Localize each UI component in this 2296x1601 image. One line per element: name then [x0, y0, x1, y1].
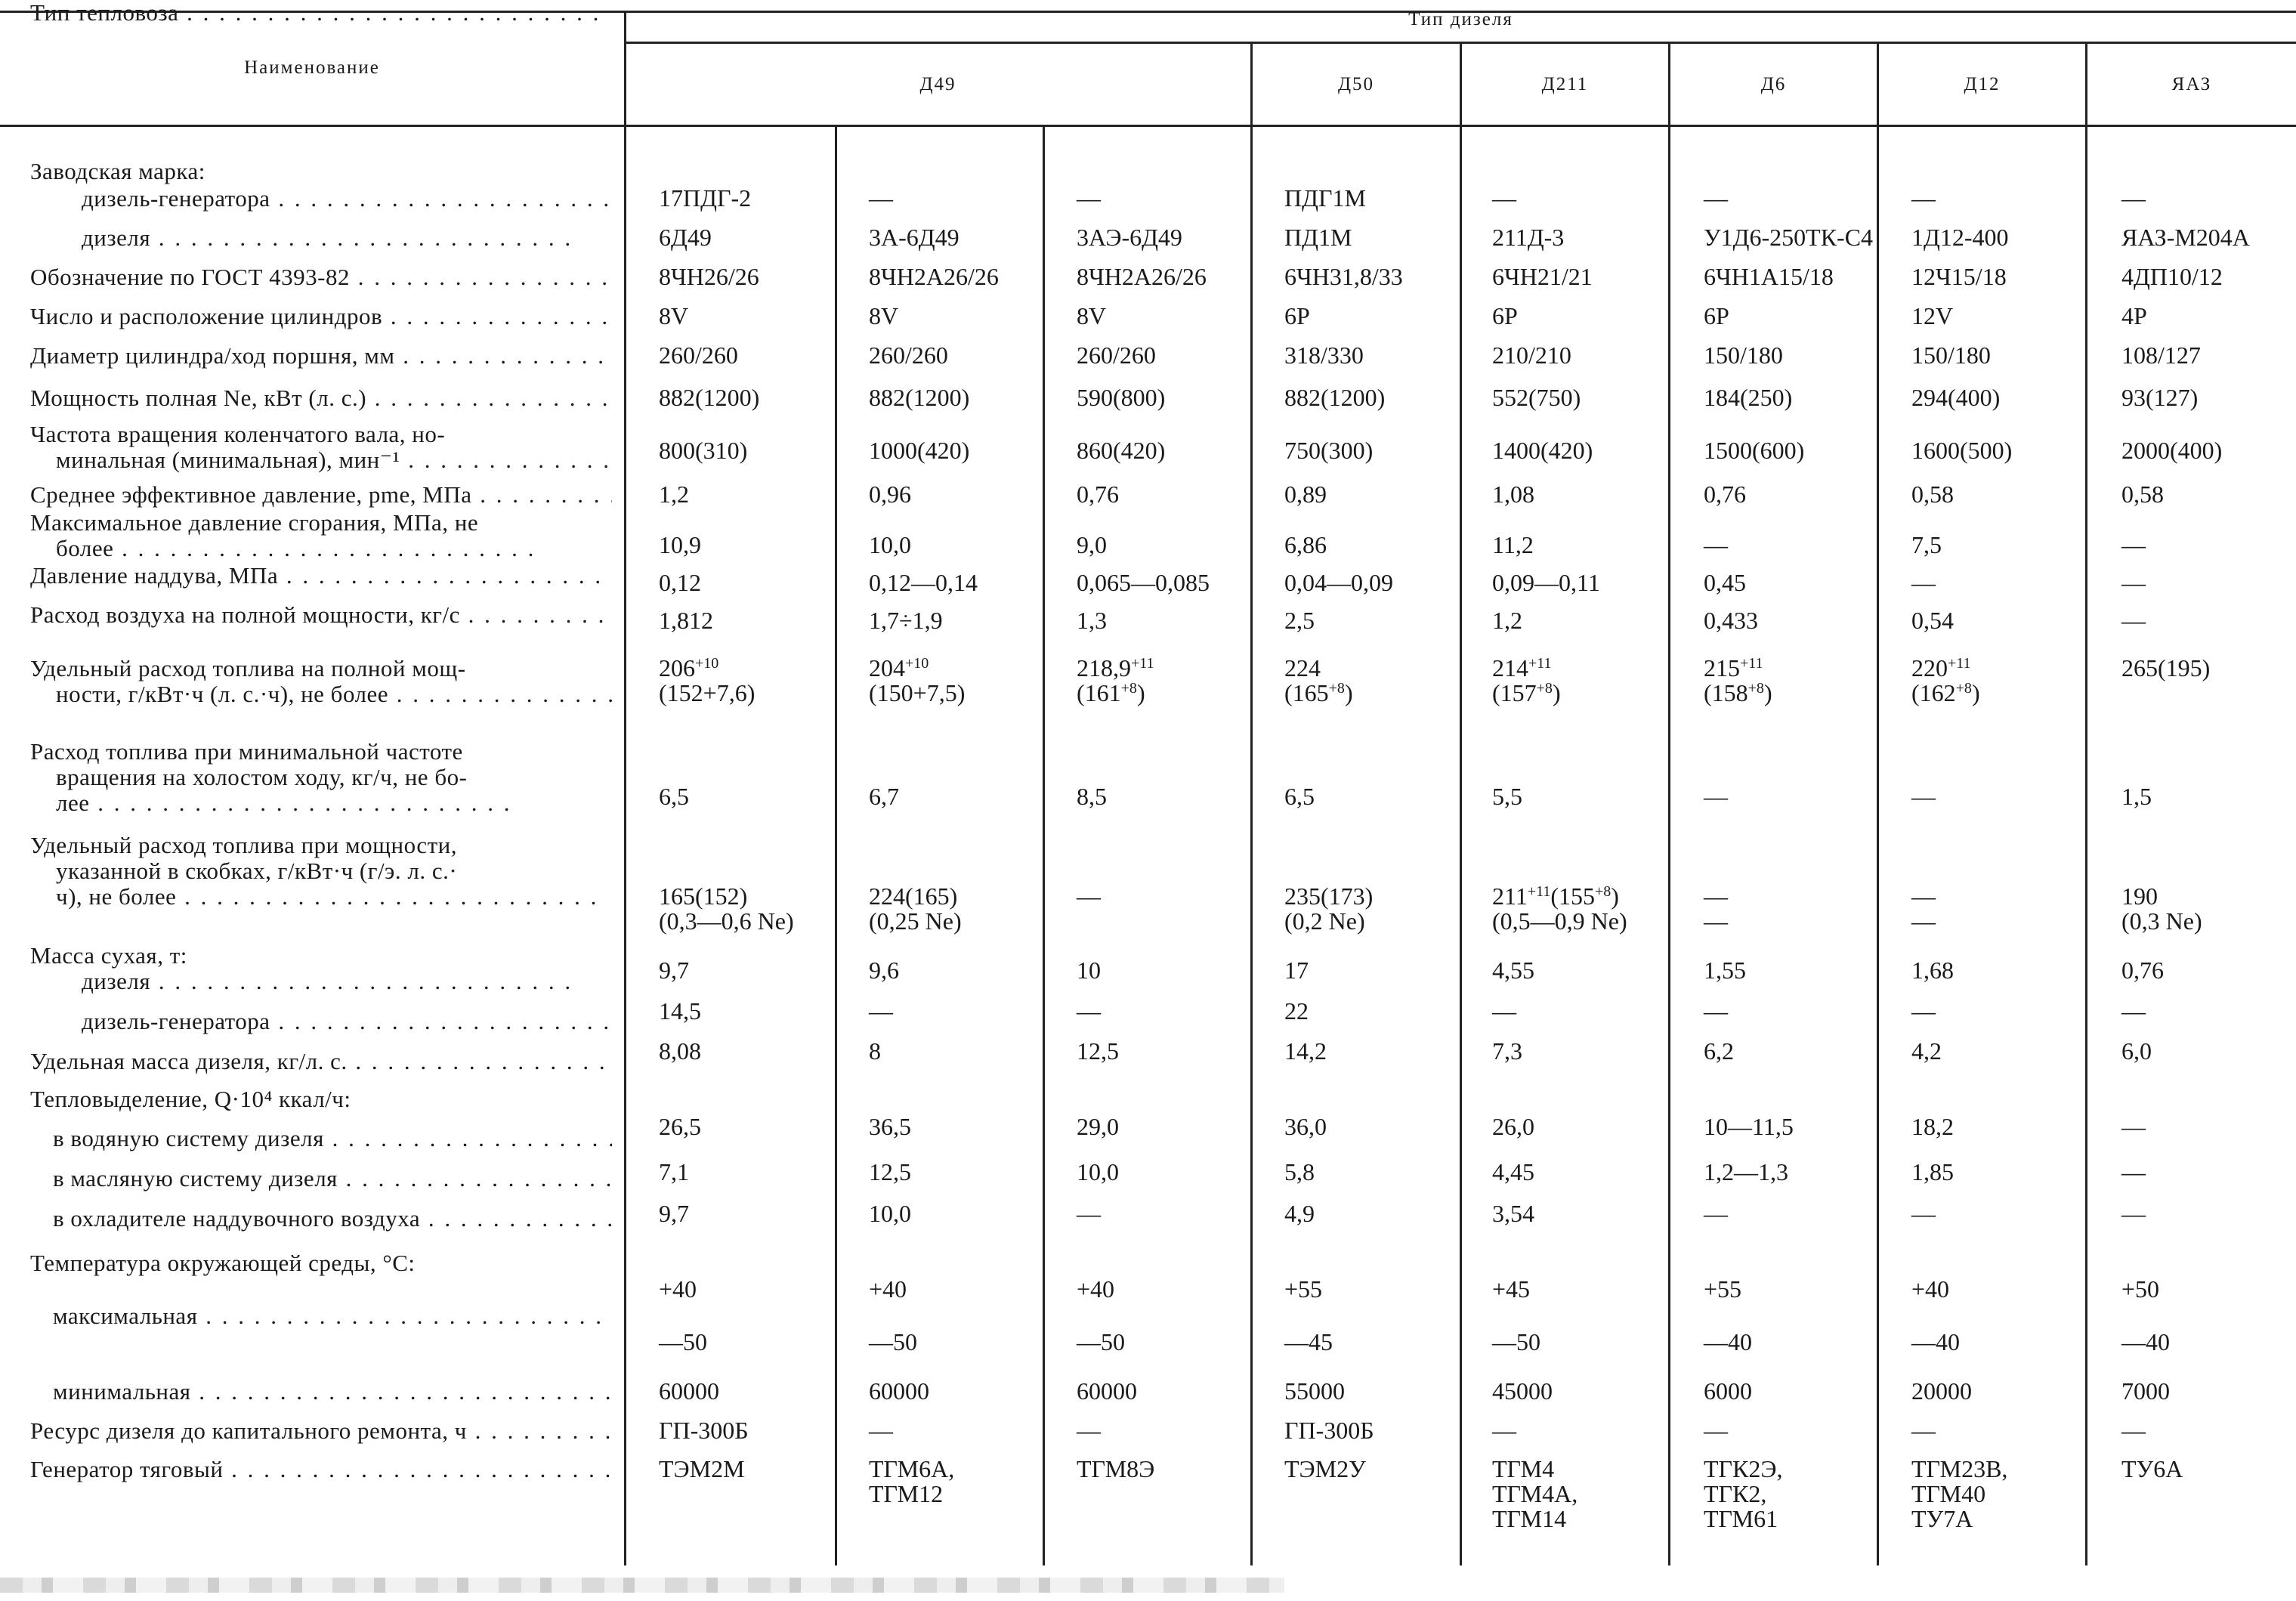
- row-label-line: Тепловыделение, Q·10⁴ ккал/ч:: [30, 1086, 351, 1112]
- cell-sfc-8: 265(195): [2121, 654, 2211, 682]
- cell-pme-1: 1,2: [659, 481, 689, 508]
- cell-heat-cooler-4: 4,9: [1284, 1200, 1315, 1227]
- cell-cylinders-7: 12V: [1911, 302, 1954, 329]
- cell-pmax-6: —: [1704, 531, 1728, 558]
- cell-boost-1: 0,12: [659, 569, 701, 596]
- col-rule-d6: [1668, 44, 1670, 1565]
- cell-sfc-partial-4: 235(173) (0,2 Ne): [1284, 882, 1374, 935]
- cell-spec-mass-6: 6,2: [1704, 1037, 1734, 1065]
- cell-generator-6: —: [1704, 1417, 1728, 1444]
- cell-temp-min-4: —45: [1284, 1328, 1333, 1355]
- cell-air-6: 0,433: [1704, 607, 1758, 634]
- cell-resource-1: 60000: [659, 1377, 719, 1405]
- cell-power-2: 882(1200): [869, 384, 970, 411]
- cell-idle-3: 8,5: [1077, 783, 1107, 810]
- cell-spec-mass-2: 8: [869, 1037, 881, 1065]
- cell-brand-diesel-6: У1Д6-250ТК-С4: [1704, 224, 1874, 251]
- cell-loco-8: ТУ6А: [2121, 1455, 2183, 1482]
- cell-speed-6: 1500(600): [1704, 437, 1805, 464]
- header-type-d49: Д49: [919, 74, 956, 94]
- superscript: +11: [1527, 883, 1551, 900]
- cell-sfc-partial-6: — —: [1704, 882, 1728, 935]
- cell-cylinders-8: 4P: [2121, 302, 2147, 329]
- cell-bore-1: 260/260: [659, 342, 738, 369]
- cell-pmax-7: 7,5: [1911, 531, 1942, 558]
- cell-generator-4: ГП-300Б: [1284, 1417, 1374, 1444]
- cell-power-7: 294(400): [1911, 384, 2001, 411]
- cell-pmax-5: 11,2: [1492, 531, 1534, 558]
- row-label-line: Ресурс дизеля до капитального ремонта, ч . .: [30, 1418, 612, 1444]
- col-rule-d50: [1250, 44, 1253, 1565]
- cell-gost-5: 6ЧН21/21: [1492, 263, 1593, 290]
- row-label-line: указанной в скобках, г/кВт·ч (г/э. л. с.·: [56, 858, 458, 884]
- cell-resource-5: 45000: [1492, 1377, 1553, 1405]
- cell-heat-cooler-8: —: [2121, 1200, 2146, 1227]
- cell-heat-water-1: 26,5: [659, 1113, 701, 1140]
- cell-heat-oil-4: 5,8: [1284, 1158, 1315, 1185]
- superscript: +8: [1955, 680, 1972, 697]
- cell-cylinders-6: 6P: [1704, 302, 1729, 329]
- cell-mass-diesel-8: 0,76: [2121, 957, 2164, 984]
- cell-idle-2: 6,7: [869, 783, 899, 810]
- cell-heat-oil-3: 10,0: [1077, 1158, 1119, 1185]
- row-label-brand-gen: [30, 186, 612, 212]
- cell-cylinders-5: 6P: [1492, 302, 1518, 329]
- row-label-temp: [30, 1250, 612, 1276]
- cell-temp-min-7: —40: [1911, 1328, 1960, 1355]
- cell-mass-gen-8: —: [2121, 997, 2146, 1025]
- header-name: Наименование: [244, 57, 380, 78]
- cell-heat-cooler-5: 3,54: [1492, 1200, 1534, 1227]
- cell-sfc-3: $218,9^{+11}$ $(161^{+8})$: [1077, 654, 1154, 706]
- cell-heat-cooler-1: 9,7: [659, 1200, 689, 1227]
- cell-power-1: 882(1200): [659, 384, 760, 411]
- cell-spec-mass-1: 8,08: [659, 1037, 701, 1065]
- row-label-brand-diesel: [30, 225, 612, 251]
- cell-heat-oil-5: 4,45: [1492, 1158, 1534, 1185]
- row-label-heat: [30, 1086, 612, 1112]
- cell-resource-4: 55000: [1284, 1377, 1345, 1405]
- cell-mass-gen-1: 14,5: [659, 997, 701, 1025]
- row-label-line: Температура окружающей среды, °С:: [30, 1250, 416, 1276]
- cell-spec-mass-8: 6,0: [2121, 1037, 2152, 1065]
- cell-speed-4: 750(300): [1284, 437, 1374, 464]
- cell-temp-max-1: +40: [659, 1275, 697, 1303]
- row-label-generator: [30, 1457, 612, 1482]
- row-label-line: вращения на холостом ходу, кг/ч, не бо-: [56, 765, 468, 790]
- row-label-mass-diesel: [30, 969, 612, 994]
- cell-pmax-1: 10,9: [659, 531, 701, 558]
- row-label-line: Заводская марка:: [30, 159, 205, 184]
- row-label-line: Среднее эффективное давление, pme, МПа . .: [30, 482, 612, 508]
- superscript: +11: [1528, 655, 1552, 672]
- cell-gost-2: 8ЧН2А26/26: [869, 263, 999, 290]
- cell-resource-6: 6000: [1704, 1377, 1752, 1405]
- row-label-gost: [30, 264, 612, 290]
- cell-pme-8: 0,58: [2121, 481, 2164, 508]
- cell-brand-diesel-4: ПД1М: [1284, 224, 1352, 251]
- cell-heat-oil-7: 1,85: [1911, 1158, 1954, 1185]
- row-label-temp-min: [30, 1379, 612, 1405]
- cell-boost-3: 0,065—0,085: [1077, 569, 1210, 596]
- row-label-loco: [30, 0, 612, 26]
- cell-generator-7: —: [1911, 1417, 1936, 1444]
- row-label-line: дизеля . .: [30, 969, 612, 994]
- cell-gost-3: 8ЧН2А26/26: [1077, 263, 1207, 290]
- cell-spec-mass-7: 4,2: [1911, 1037, 1942, 1065]
- cell-spec-mass-3: 12,5: [1077, 1037, 1119, 1065]
- row-label-idle: [30, 739, 612, 816]
- row-label-line: Генератор тяговый . .: [30, 1457, 612, 1482]
- cell-boost-5: 0,09—0,11: [1492, 569, 1600, 596]
- row-label-line: Удельный расход топлива при мощности,: [30, 833, 458, 858]
- cell-brand-gen-8: —: [2121, 184, 2146, 212]
- cell-pmax-3: 9,0: [1077, 531, 1107, 558]
- cell-pmax-4: 6,86: [1284, 531, 1327, 558]
- cell-bore-3: 260/260: [1077, 342, 1156, 369]
- cell-speed-2: 1000(420): [869, 437, 970, 464]
- cell-loco-6: ТГК2Э, ТГК2, ТГМ61: [1704, 1455, 1783, 1532]
- cell-generator-3: —: [1077, 1417, 1101, 1444]
- col-rule-label: [624, 11, 626, 1565]
- row-label-temp-max: [30, 1303, 612, 1329]
- row-label-line: Расход воздуха на полной мощности, кг/с . .: [30, 602, 612, 628]
- cell-power-6: 184(250): [1704, 384, 1793, 411]
- cell-heat-water-8: —: [2121, 1113, 2146, 1140]
- superscript: +11: [1948, 655, 1971, 672]
- superscript: +8: [1747, 680, 1764, 697]
- cell-heat-water-7: 18,2: [1911, 1113, 1954, 1140]
- cell-heat-cooler-7: —: [1911, 1200, 1936, 1227]
- superscript: +8: [1536, 680, 1553, 697]
- cell-mass-diesel-2: 9,6: [869, 957, 899, 984]
- cell-cylinders-3: 8V: [1077, 302, 1107, 329]
- cell-mass-diesel-3: 10: [1077, 957, 1101, 984]
- header-type-d6: Д6: [1760, 74, 1787, 94]
- superscript: +8: [1120, 680, 1137, 697]
- cell-boost-6: 0,45: [1704, 569, 1746, 596]
- cell-generator-1: ГП-300Б: [659, 1417, 749, 1444]
- row-label-line: Тип тепловоза . .: [30, 0, 612, 26]
- cell-sfc-2: $204^{+10}$ (150+7,5): [869, 654, 966, 706]
- cell-air-1: 1,812: [659, 607, 713, 634]
- cell-brand-gen-1: 17ПДГ-2: [659, 184, 752, 212]
- header-bottom-rule: [0, 125, 2296, 127]
- cell-temp-max-3: +40: [1077, 1275, 1115, 1303]
- cell-spec-mass-4: 14,2: [1284, 1037, 1327, 1065]
- row-label-line: Удельная масса дизеля, кг/л. с. . .: [30, 1049, 612, 1074]
- cell-speed-8: 2000(400): [2121, 437, 2223, 464]
- cell-heat-water-5: 26,0: [1492, 1113, 1534, 1140]
- col-rule-d12: [1877, 44, 1879, 1565]
- row-label-line: Расход топлива при минимальной частоте: [30, 739, 463, 765]
- superscript: +8: [1328, 680, 1345, 697]
- cell-gost-4: 6ЧН31,8/33: [1284, 263, 1403, 290]
- cell-mass-gen-2: —: [869, 997, 893, 1025]
- cell-air-8: —: [2121, 607, 2146, 634]
- row-label-sfc-partial: [30, 833, 612, 910]
- col-rule-d49-3: [1043, 125, 1045, 1565]
- cell-generator-8: —: [2121, 1417, 2146, 1444]
- row-label-mass: [30, 943, 612, 969]
- row-label-air: [30, 602, 612, 628]
- col-rule-d211: [1460, 44, 1462, 1565]
- cell-boost-8: —: [2121, 569, 2146, 596]
- cell-temp-min-6: —40: [1704, 1328, 1752, 1355]
- cell-idle-8: 1,5: [2121, 783, 2152, 810]
- cell-resource-3: 60000: [1077, 1377, 1137, 1405]
- cell-temp-max-4: +55: [1284, 1275, 1323, 1303]
- cell-sfc-7: $220^{+11}$ $(162^{+8})$: [1911, 654, 1980, 706]
- row-label-brand: [30, 159, 612, 184]
- superscript: +8: [1595, 883, 1612, 900]
- cell-pme-2: 0,96: [869, 481, 911, 508]
- row-label-line: в масляную систему дизеля . .: [30, 1166, 612, 1191]
- cell-power-3: 590(800): [1077, 384, 1166, 411]
- cell-speed-1: 800(310): [659, 437, 748, 464]
- cell-generator-5: —: [1492, 1417, 1516, 1444]
- cell-spec-mass-5: 7,3: [1492, 1037, 1522, 1065]
- header-type-d50: Д50: [1337, 74, 1375, 94]
- cell-boost-4: 0,04—0,09: [1284, 569, 1393, 596]
- cell-sfc-partial-7: — —: [1911, 882, 1936, 935]
- cell-idle-6: —: [1704, 783, 1728, 810]
- cell-boost-2: 0,12—0,14: [869, 569, 978, 596]
- cell-loco-4: ТЭМ2У: [1284, 1455, 1366, 1482]
- cell-resource-7: 20000: [1911, 1377, 1972, 1405]
- row-label-line: Обозначение по ГОСТ 4393-82 . .: [30, 264, 612, 290]
- cell-brand-diesel-2: 3А-6Д49: [869, 224, 959, 251]
- cell-sfc-4: 224 $(165^{+8})$: [1284, 654, 1353, 706]
- cell-power-4: 882(1200): [1284, 384, 1386, 411]
- row-label-line: дизель-генератора . .: [30, 1009, 612, 1034]
- cell-mass-gen-5: —: [1492, 997, 1516, 1025]
- cell-bore-7: 150/180: [1911, 342, 1991, 369]
- row-label-heat-cooler: [30, 1206, 612, 1232]
- cell-pme-7: 0,58: [1911, 481, 1954, 508]
- cell-sfc-partial-1: 165(152) (0,3—0,6 Ne): [659, 882, 794, 935]
- cell-loco-3: ТГМ8Э: [1077, 1455, 1155, 1482]
- cell-sfc-partial-8: 190 (0,3 Ne): [2121, 882, 2202, 935]
- cell-idle-7: —: [1911, 783, 1936, 810]
- cell-gost-7: 12Ч15/18: [1911, 263, 2007, 290]
- cell-air-7: 0,54: [1911, 607, 1954, 634]
- cell-brand-gen-3: —: [1077, 184, 1101, 212]
- cell-temp-max-5: +45: [1492, 1275, 1531, 1303]
- cell-gost-1: 8ЧН26/26: [659, 263, 759, 290]
- row-label-line: лее . .: [30, 790, 612, 816]
- row-label-heat-water: [30, 1126, 612, 1151]
- superscript: +11: [1131, 655, 1154, 672]
- col-rule-d49-2: [835, 125, 837, 1565]
- cell-gost-8: 4ДП10/12: [2121, 263, 2223, 290]
- cell-brand-diesel-8: ЯАЗ-М204А: [2121, 224, 2250, 251]
- cell-loco-2: ТГМ6А, ТГМ12: [869, 1455, 955, 1507]
- row-label-line: Удельный расход топлива на полной мощ-: [30, 656, 466, 682]
- cell-temp-max-8: +50: [2121, 1275, 2160, 1303]
- cell-heat-oil-8: —: [2121, 1158, 2146, 1185]
- cell-heat-water-4: 36,0: [1284, 1113, 1327, 1140]
- superscript: +11: [1740, 655, 1763, 672]
- cell-sfc-partial-3: —: [1077, 882, 1101, 910]
- row-label-line: ч), не более . .: [30, 884, 612, 910]
- cell-heat-oil-1: 7,1: [659, 1158, 689, 1185]
- cell-mass-diesel-1: 9,7: [659, 957, 689, 984]
- row-label-line: Масса сухая, т:: [30, 943, 187, 969]
- cell-idle-5: 5,5: [1492, 783, 1522, 810]
- row-label-power: [30, 385, 612, 411]
- cell-speed-3: 860(420): [1077, 437, 1166, 464]
- cell-air-2: 1,7÷1,9: [869, 607, 943, 634]
- cell-air-3: 1,3: [1077, 607, 1107, 634]
- row-label-bore: [30, 343, 612, 369]
- cell-brand-gen-2: —: [869, 184, 893, 212]
- cell-pmax-2: 10,0: [869, 531, 911, 558]
- cell-brand-gen-4: ПДГ1М: [1284, 184, 1366, 212]
- row-label-pme: [30, 482, 612, 508]
- cell-bore-4: 318/330: [1284, 342, 1364, 369]
- cell-loco-7: ТГМ23В, ТГМ40 ТУ7А: [1911, 1455, 2008, 1532]
- cell-brand-diesel-7: 1Д12-400: [1911, 224, 2009, 251]
- cell-temp-max-7: +40: [1911, 1275, 1950, 1303]
- header-type-d12: Д12: [1964, 74, 2001, 94]
- cell-brand-gen-5: —: [1492, 184, 1516, 212]
- cell-bore-5: 210/210: [1492, 342, 1571, 369]
- cell-sfc-partial-2: 224(165) (0,25 Ne): [869, 882, 962, 935]
- cell-bore-2: 260/260: [869, 342, 948, 369]
- row-label-speed: [30, 422, 612, 473]
- cell-temp-min-3: —50: [1077, 1328, 1125, 1355]
- cell-sfc-6: $215^{+11}$ $(158^{+8})$: [1704, 654, 1772, 706]
- cell-speed-5: 1400(420): [1492, 437, 1593, 464]
- cell-heat-water-2: 36,5: [869, 1113, 911, 1140]
- row-label-line: Число и расположение цилиндров . .: [30, 304, 612, 329]
- cell-boost-7: —: [1911, 569, 1936, 596]
- row-label-line: дизель-генератора . .: [30, 186, 612, 212]
- cell-temp-min-8: —40: [2121, 1328, 2170, 1355]
- cell-speed-7: 1600(500): [1911, 437, 2013, 464]
- col-rule-yaz: [2085, 44, 2087, 1565]
- cell-mass-diesel-5: 4,55: [1492, 957, 1534, 984]
- cell-idle-4: 6,5: [1284, 783, 1315, 810]
- row-label-line: ности, г/кВт·ч (л. с.·ч), не более . .: [30, 682, 612, 707]
- header-type-d211: Д211: [1541, 74, 1589, 94]
- cell-air-4: 2,5: [1284, 607, 1315, 634]
- row-label-heat-oil: [30, 1166, 612, 1191]
- row-label-line: минимальная . .: [30, 1379, 612, 1405]
- cell-brand-diesel-5: 211Д-3: [1492, 224, 1565, 251]
- cell-mass-diesel-7: 1,68: [1911, 957, 1954, 984]
- row-label-line: минальная (минимальная), мин⁻¹ . .: [30, 447, 612, 473]
- cell-sfc-partial-5: $211^{+11}(155^{+8})$ (0,5—0,9 Ne): [1492, 882, 1627, 935]
- cell-brand-gen-7: —: [1911, 184, 1936, 212]
- cell-brand-gen-6: —: [1704, 184, 1728, 212]
- cell-gost-6: 6ЧН1А15/18: [1704, 263, 1834, 290]
- row-label-line: в водяную систему дизеля . .: [30, 1126, 612, 1151]
- cell-idle-1: 6,5: [659, 783, 689, 810]
- scan-artifact-strip: [0, 1578, 1284, 1593]
- row-label-mass-gen: [30, 1009, 612, 1034]
- cell-heat-cooler-6: —: [1704, 1200, 1728, 1227]
- cell-temp-min-2: —50: [869, 1328, 917, 1355]
- cell-temp-max-6: +55: [1704, 1275, 1742, 1303]
- cell-pmax-8: —: [2121, 531, 2146, 558]
- cell-loco-5: ТГМ4 ТГМ4А, ТГМ14: [1492, 1455, 1578, 1532]
- row-label-line: Максимальное давление сгорания, МПа, не: [30, 510, 479, 536]
- cell-mass-gen-6: —: [1704, 997, 1728, 1025]
- row-label-line: дизеля . .: [30, 225, 612, 251]
- row-label-line: Давление наддува, МПа . .: [30, 563, 612, 589]
- cell-air-5: 1,2: [1492, 607, 1522, 634]
- cell-heat-water-3: 29,0: [1077, 1113, 1119, 1140]
- cell-sfc-5: $214^{+11}$ $(157^{+8})$: [1492, 654, 1561, 706]
- cell-mass-diesel-4: 17: [1284, 957, 1309, 984]
- row-label-spec-mass: [30, 1049, 612, 1074]
- cell-bore-8: 108/127: [2121, 342, 2201, 369]
- cell-power-5: 552(750): [1492, 384, 1581, 411]
- cell-cylinders-2: 8V: [869, 302, 899, 329]
- row-label-line: Мощность полная Ne, кВт (л. с.) . .: [30, 385, 612, 411]
- row-label-resource: [30, 1418, 612, 1444]
- row-label-line: в охладителе наддувочного воздуха . .: [30, 1206, 612, 1232]
- row-label-pmax: [30, 510, 612, 561]
- cell-temp-min-5: —50: [1492, 1328, 1540, 1355]
- cell-mass-diesel-6: 1,55: [1704, 957, 1746, 984]
- row-label-line: более . .: [30, 536, 612, 561]
- cell-temp-max-2: +40: [869, 1275, 907, 1303]
- superscript: +10: [695, 655, 719, 672]
- cell-mass-gen-7: —: [1911, 997, 1936, 1025]
- cell-heat-oil-2: 12,5: [869, 1158, 911, 1185]
- cell-cylinders-4: 6P: [1284, 302, 1310, 329]
- row-label-boost: [30, 563, 612, 589]
- row-label-line: Диаметр цилиндра/ход поршня, мм . .: [30, 343, 612, 369]
- cell-brand-diesel-1: 6Д49: [659, 224, 712, 251]
- cell-bore-6: 150/180: [1704, 342, 1783, 369]
- row-label-line: максимальная . .: [30, 1303, 612, 1329]
- superscript: +10: [905, 655, 929, 672]
- cell-pme-4: 0,89: [1284, 481, 1327, 508]
- cell-pme-3: 0,76: [1077, 481, 1119, 508]
- cell-temp-min-1: —50: [659, 1328, 707, 1355]
- cell-heat-cooler-3: —: [1077, 1200, 1101, 1227]
- cell-loco-1: ТЭМ2М: [659, 1455, 745, 1482]
- cell-heat-oil-6: 1,2—1,3: [1704, 1158, 1788, 1185]
- cell-power-8: 93(127): [2121, 384, 2199, 411]
- cell-mass-gen-3: —: [1077, 997, 1101, 1025]
- cell-heat-water-6: 10—11,5: [1704, 1113, 1794, 1140]
- cell-cylinders-1: 8V: [659, 302, 689, 329]
- cell-heat-cooler-2: 10,0: [869, 1200, 911, 1227]
- cell-pme-5: 1,08: [1492, 481, 1534, 508]
- cell-resource-8: 7000: [2121, 1377, 2170, 1405]
- cell-generator-2: —: [869, 1417, 893, 1444]
- row-label-line: Частота вращения коленчатого вала, но-: [30, 422, 446, 447]
- cell-pme-6: 0,76: [1704, 481, 1746, 508]
- cell-sfc-1: $206^{+10}$ (152+7,6): [659, 654, 756, 706]
- cell-resource-2: 60000: [869, 1377, 929, 1405]
- header-type-group: Тип дизеля: [1408, 9, 1513, 29]
- cell-mass-gen-4: 22: [1284, 997, 1309, 1025]
- header-type-yaz: ЯАЗ: [2171, 74, 2212, 94]
- row-label-cylinders: [30, 304, 612, 329]
- row-label-sfc: [30, 656, 612, 707]
- cell-brand-diesel-3: 3АЭ-6Д49: [1077, 224, 1182, 251]
